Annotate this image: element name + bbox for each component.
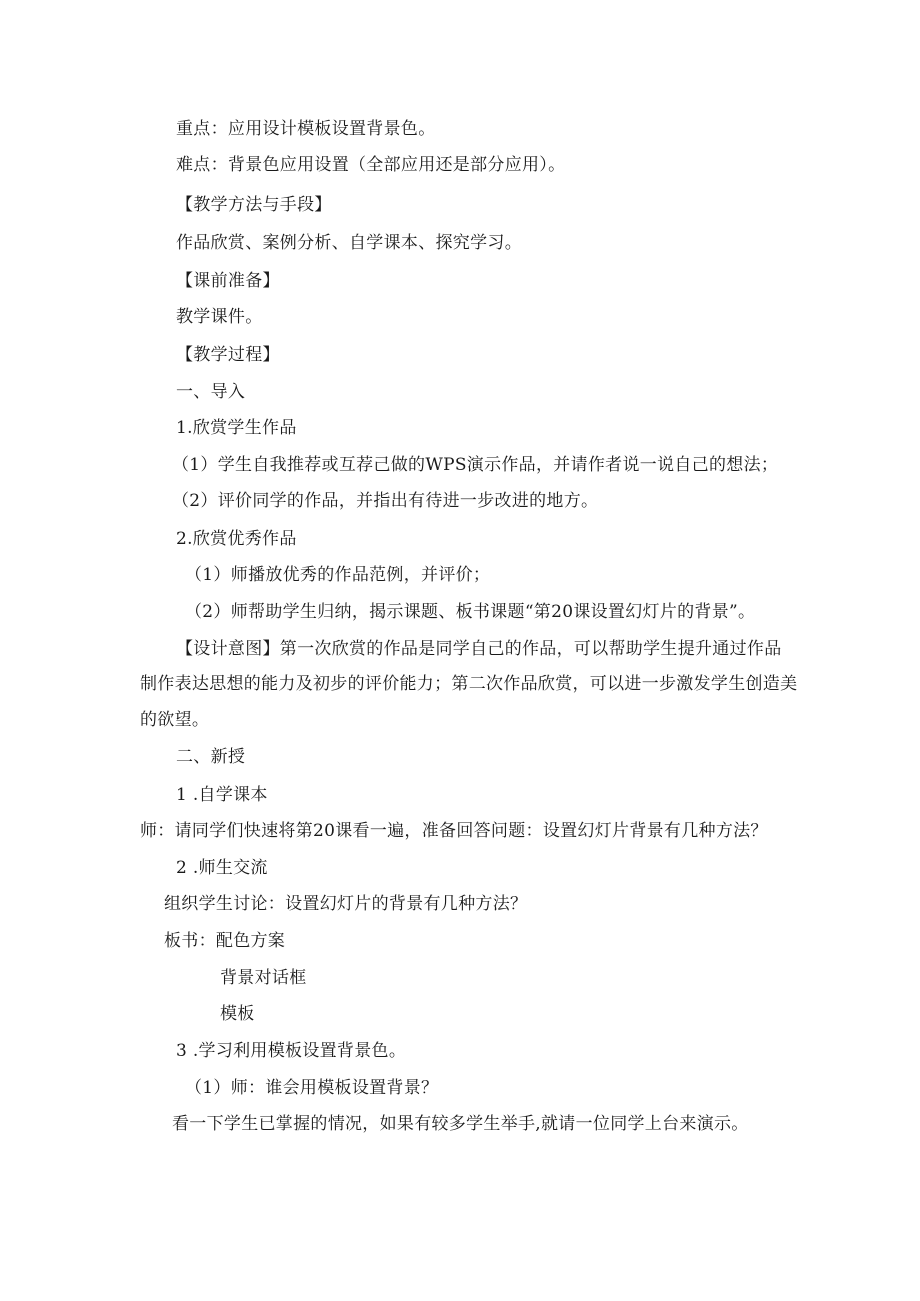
section-1-item-2: 2.欣赏优秀作品	[176, 529, 297, 549]
key-point: 重点：应用设计模板设置背景色。	[176, 119, 436, 139]
section-1-item-2-b: （2）师帮助学生归纳，揭示课题、板书课题“第20课设置幻灯片的背景”。	[185, 602, 756, 622]
prep-text: 教学课件。	[176, 307, 263, 327]
section-2-item-2-text: 组织学生讨论：设置幻灯片的背景有几种方法？	[164, 894, 528, 914]
section-2-item-3: 3 .学习利用模板设置背景色。	[176, 1041, 407, 1061]
section-2-item-1-text: 师：请同学们快速将第20课看一遍，准备回答问题：设置幻灯片背景有几种方法？	[140, 821, 768, 841]
board-item-template: 模板	[220, 1004, 255, 1024]
section-1-item-1-a: （1）学生自我推荐或互荐己做的WPS演示作品，并请作者说一说自己的想法；	[172, 455, 779, 475]
section-1-item-1-b: （2）评价同学的作品，并指出有待进一步改进的地方。	[172, 491, 599, 511]
board-item-background-dialog: 背景对话框	[220, 968, 307, 988]
method-text: 作品欣赏、案例分析、自学课本、探究学习。	[176, 233, 522, 253]
section-1-item-1: 1.欣赏学生作品	[176, 418, 297, 438]
board-label: 板书：配色方案	[164, 931, 286, 951]
section-1-item-2-a: （1）师播放优秀的作品范例，并评价；	[185, 565, 491, 585]
design-intent-line-2: 制作表达思想的能力及初步的评价能力；第二次作品欣赏，可以进一步激发学生创造美	[140, 674, 798, 694]
design-intent-line-3: 的欲望。	[140, 710, 210, 730]
section-1-heading: 一、导入	[176, 382, 246, 402]
method-heading: 【教学方法与手段】	[176, 195, 332, 215]
section-2-item-2: 2 .师生交流	[176, 858, 268, 878]
design-intent-line-1: 【设计意图】第一次欣赏的作品是同学自己的作品，可以帮助学生提升通过作品	[176, 639, 782, 659]
section-2-item-1: 1 .自学课本	[176, 785, 268, 805]
section-2-heading: 二、新授	[176, 747, 246, 767]
difficulty: 难点：背景色应用设置（全部应用还是部分应用）。	[176, 155, 566, 175]
section-2-item-3-text: 看一下学生已掌握的情况，如果有较多学生举手,就请一位同学上台来演示。	[172, 1114, 749, 1134]
section-2-item-3-a: （1）师：谁会用模板设置背景？	[185, 1078, 439, 1098]
process-heading: 【教学过程】	[176, 345, 280, 365]
prep-heading: 【课前准备】	[176, 271, 280, 291]
